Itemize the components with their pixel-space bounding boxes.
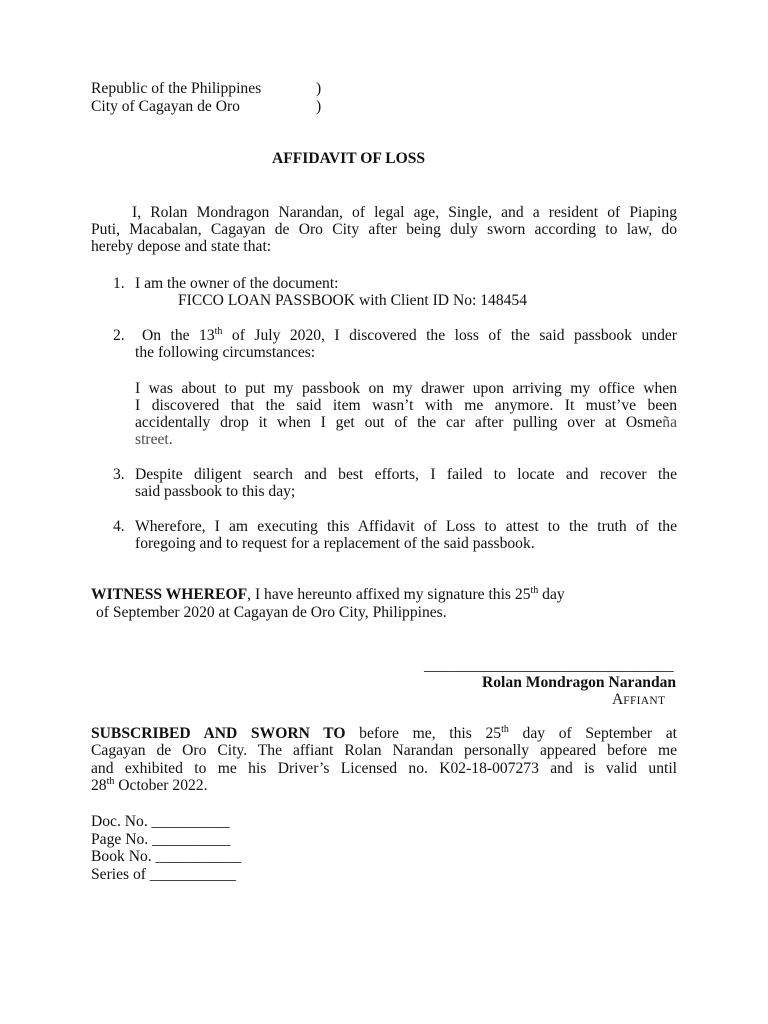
item-3-number: 3. <box>113 466 125 483</box>
jurat-day-suffix: th <box>501 724 509 735</box>
witness-line-2: of September 2020 at Cagayan de Oro City, Philippines. <box>96 604 447 621</box>
circumstance-line-1: I was about to put my passbook on my drawer upon arriving my office when <box>135 380 677 397</box>
jurat-text-end: day of September at <box>508 725 677 742</box>
witness-heading: WITNESS WHEREOF <box>91 586 248 603</box>
jurat-validity-day: 28 <box>91 777 107 794</box>
document-title: AFFIDAVIT OF LOSS <box>272 150 426 167</box>
header-city: City of Cagayan de Oro <box>91 98 240 115</box>
jurat-heading: SUBSCRIBED AND SWORN TO <box>91 725 346 742</box>
witness-text-end: day <box>538 586 565 603</box>
intro-line-3: hereby depose and state that: <box>91 238 272 255</box>
intro-line-2: Puti, Macabalan, Cagayan de Oro City after being duly sworn according to law, do <box>91 221 677 238</box>
item-1-number: 1. <box>113 275 125 292</box>
book-no-field: Book No. ___________ <box>91 848 242 865</box>
doc-no-field: Doc. No. __________ <box>91 813 230 830</box>
signature-line: ________________________________ <box>424 657 674 674</box>
circumstance-line-3 <box>135 414 677 432</box>
header-republic: Republic of the Philippines <box>91 80 262 97</box>
affiant-name: Rolan Mondragon Narandan <box>482 674 677 691</box>
circumstance-line-3-text: accidentally drop it when I get out of the car after pulling over at Osme <box>135 414 663 431</box>
circumstance-line-4: street. <box>135 431 173 448</box>
jurat-line-2: Cagayan de Oro City. The affiant Rolan Narandan personally appeared before me <box>91 742 677 759</box>
circumstance-line-2: I discovered that the said item wasn’t with me anymore. It must’ve been <box>135 397 677 414</box>
page-no-field: Page No. __________ <box>91 831 231 848</box>
series-of-field: Series of ___________ <box>91 866 236 883</box>
item-2-date-suffix: th <box>214 326 223 337</box>
jurat-validity-rest: October 2022. <box>114 777 208 794</box>
jurat-text: before me, this 25 <box>345 725 502 742</box>
item-2-line-1 <box>142 327 677 345</box>
jurat-line-1 <box>91 725 677 743</box>
item-2-date-text: On the 13 <box>142 327 215 344</box>
header-paren-2: ) <box>316 98 322 115</box>
item-4-line-2: foregoing and to request for a replacement of the said passbook. <box>135 535 535 552</box>
jurat-line-4 <box>91 777 207 795</box>
witness-line-1 <box>91 586 565 604</box>
witness-text: , I have hereunto affixed my signature this 25 <box>247 586 531 603</box>
jurat-validity-suffix: th <box>106 776 115 787</box>
item-4-number: 4. <box>113 518 125 535</box>
item-1-document-name: FICCO LOAN PASSBOOK with Client ID No: 148454 <box>178 292 528 309</box>
affiant-label <box>612 691 665 711</box>
header-paren-1: ) <box>316 80 322 97</box>
item-2-number: 2. <box>113 327 125 344</box>
item-3-line-1: Despite diligent search and best efforts, I failed to locate and recover the <box>135 466 677 483</box>
item-3-line-2: said passbook to this day; <box>135 483 296 500</box>
intro-line-1: I, Rolan Mondragon Narandan, of legal age, Single, and a resident of Piaping <box>132 204 677 221</box>
item-1-line-1: I am the owner of the document: <box>135 275 339 292</box>
affiant-label-cap: A <box>612 691 624 708</box>
circumstance-line-3-end: ña <box>662 414 677 431</box>
item-2-line-2: the following circumstances: <box>135 344 316 361</box>
item-4-line-1: Wherefore, I am executing this Affidavit of Loss to attest to the truth of the <box>135 518 677 535</box>
witness-day-suffix: th <box>530 585 539 596</box>
item-2-line-1-rest: of July 2020, I discovered the loss of the said passbook under <box>222 327 677 344</box>
affiant-label-rest: FFIANT <box>623 695 666 707</box>
jurat-line-3: and exhibited to me his Driver’s Licensed no. K02-18-007273 and is valid until <box>91 760 677 777</box>
